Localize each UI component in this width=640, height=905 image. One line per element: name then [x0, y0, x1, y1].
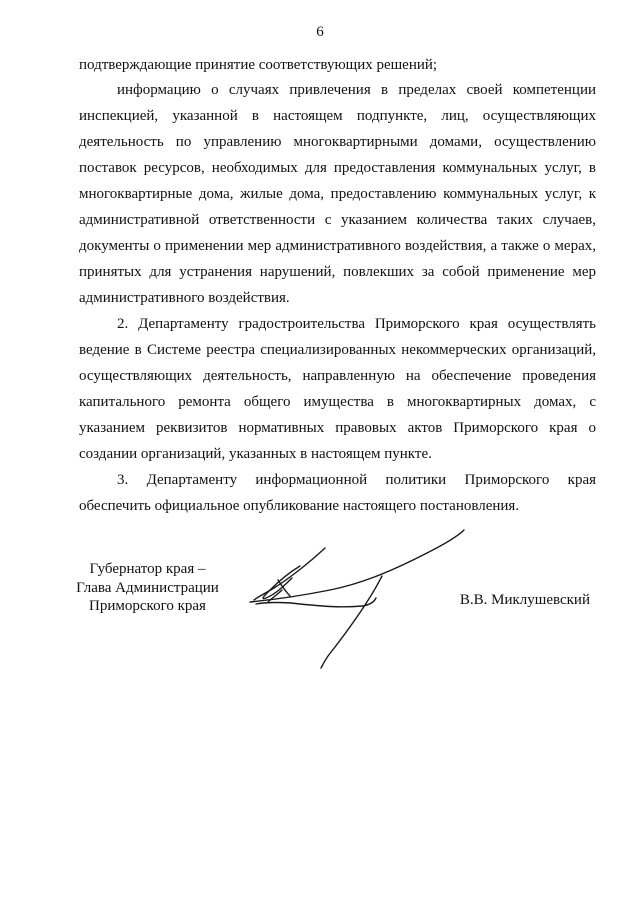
text-line: деятельность по управлению многоквартирными домами, осуществлению: [79, 134, 596, 150]
text-line: документы о применении мер административного воздействия, а также о мерах,: [79, 238, 596, 254]
text-line: информацию о случаях привлечения в пределах своей компетенции: [117, 82, 596, 98]
text-line: принятых для устранения нарушений, повлекших за собой применение мер: [79, 264, 596, 280]
text-line: поставок ресурсов, необходимых для предоставления коммунальных услуг, в: [79, 160, 596, 176]
signatory-name: В.В. Миклушевский: [459, 592, 590, 608]
text-line: подтверждающие принятие соответствующих решений;: [79, 57, 438, 73]
text-line: ведение в Системе реестра специализированных некоммерческих организаций,: [79, 342, 596, 358]
text-line: инспекцией, указанной в настоящем подпункте, лиц, осуществляющих: [79, 108, 596, 124]
page-number: 6: [316, 24, 324, 40]
text-line: обеспечить официальное опубликование настоящего постановления.: [79, 498, 520, 514]
signatory-title: [60, 560, 235, 616]
signatory-title-line: Приморского края: [89, 598, 206, 614]
text-line: административного воздействия.: [79, 290, 290, 306]
text-line: административной ответственности с указанием количества таких случаев,: [79, 212, 596, 228]
text-line: осуществляющих деятельность, направленную на обеспечение проведения: [79, 368, 596, 384]
text-line: капитального ремонта общего имущества в многоквартирных домах, с: [79, 394, 596, 410]
text-line: многоквартирные дома, жилые дома, предоставлению коммунальных услуг, к: [79, 186, 596, 202]
text-line: 2. Департаменту градостроительства Приморского края осуществлять: [117, 316, 596, 332]
text-line: создании организаций, указанных в настоящем пункте.: [79, 446, 432, 462]
text-line: указанием реквизитов нормативных правовых актов Приморского края о: [79, 420, 596, 436]
signatory-title-line: Губернатор края –: [89, 561, 206, 577]
signatory-title-line: Глава Администрации: [76, 579, 219, 596]
text-line: 3. Департаменту информационной политики Приморского края: [117, 472, 596, 488]
